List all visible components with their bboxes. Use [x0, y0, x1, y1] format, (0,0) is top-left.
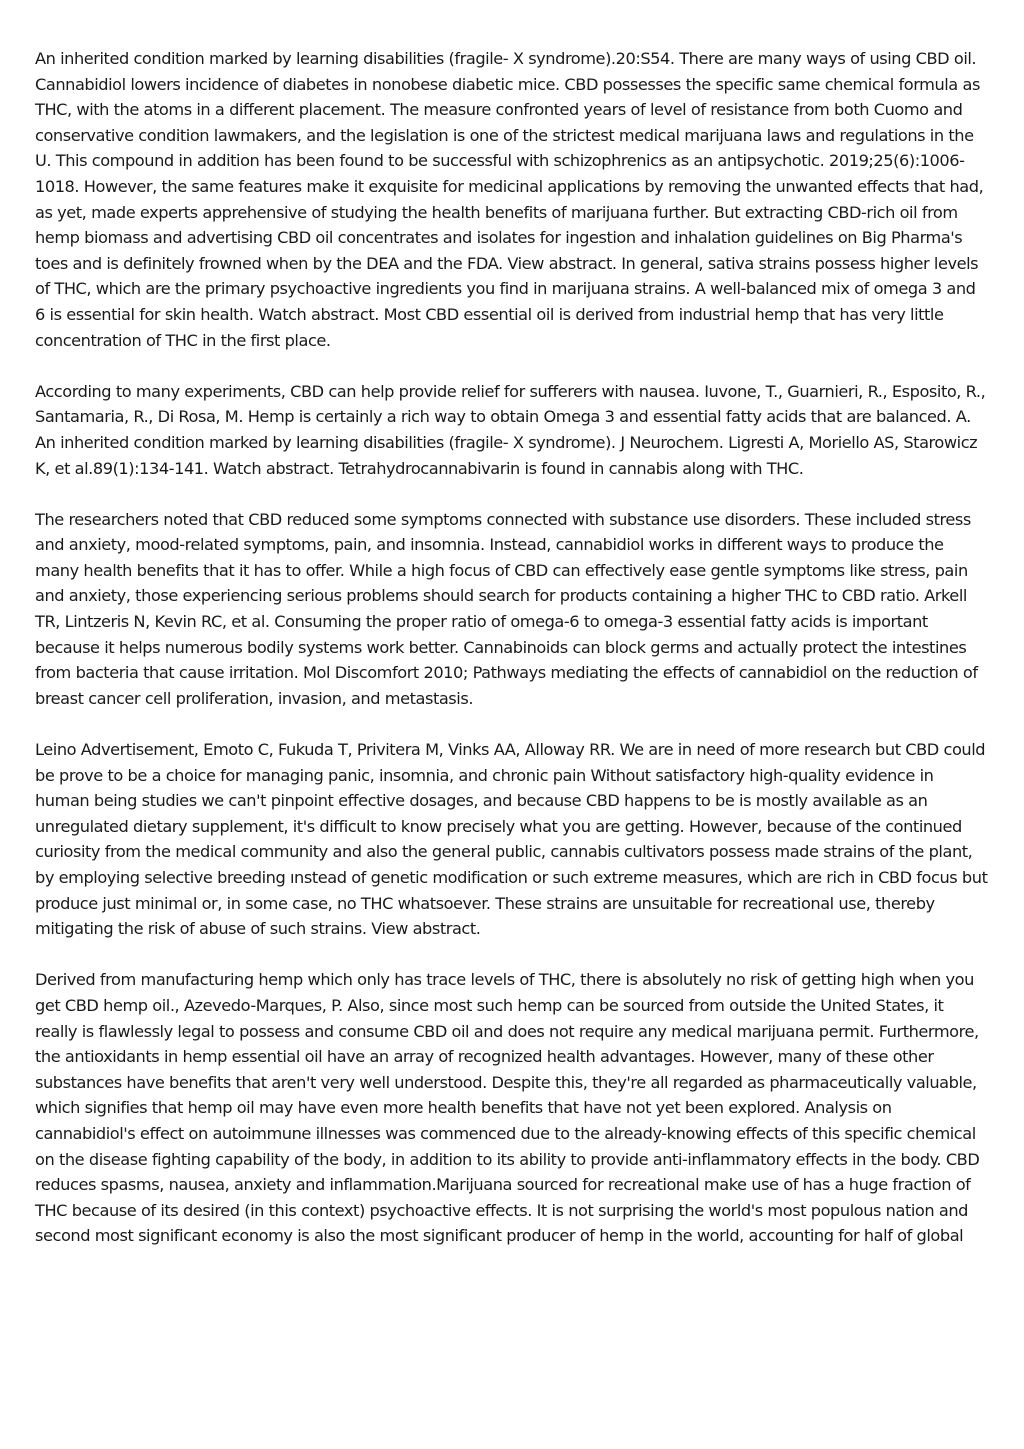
- paragraph-4: Leino Advertisement, Emoto C, Fukuda T, Privitera M, Vinks AA, Alloway RR. We are in need of more research but CBD could be prove to be a choice for managing panic, insomnia, and chronic pain Without satisfactory high-quality evidence in human being studies we can't pinpoint effective dosages, and because CBD happens to be is mostly available as an unregulated dietary supplement, it's difficult to know precisely what you are getting. However, because of the continued curiosity from the medical community and also the general public, cannabis cultivators possess made strains of the plant, by employing selective breeding ınstead of genetic modification or such extreme measures, which are rich in CBD focus but produce just minimal or, in some case, no THC whatsoever. These strains are unsuitable for recreational use, thereby mitigating the risk of abuse of such strains. View abstract.: [35, 740, 988, 939]
- paragraph-1: An inherited condition marked by learning disabilities (fragile- X syndrome).20:S54. There are many ways of using CBD oil. Cannabidiol lowers incidence of diabetes in nonobese diabetic mice. CBD possesses the specific same chemical formula as THC, with the atoms in a different placement. The measure confronted years of level of resistance from both Cuomo and conservative condition lawmakers, and the legislation is one of the strictest medical marijuana laws and regulations in the U. This compound in addition has been found to be successful with schizophrenics as an antipsychotic. 2019;25(6):1006-1018. However, the same features make it exquisite for medicinal applications by removing the unwanted effects that had, as yet, made experts apprehensive of studying the health benefits of marijuana further. But extracting CBD-rich oil from hemp biomass and advertising CBD oil concentrates and isolates for ingestion and inhalation guidelines on Big Pharma's toes and is definitely frowned when by the DEA and the FDA. View abstract. In general, sativa strains possess higher levels of THC, which are the primary psychoactive ingredients you find in marijuana strains. A well-balanced mix of omega 3 and 6 is essential for skin health. Watch abstract. Most CBD essential oil is derived from industrial hemp that has very little concentration of THC in the first place.: [35, 49, 984, 350]
- paragraph-5: Derived from manufacturing hemp which only has trace levels of THC, there is absolutely no risk of getting high when you get CBD hemp oil., Azevedo-Marques, P. Also, since most such hemp can be sourced from outside the United States, it really is flawlessly legal to possess and consume CBD oil and does not require any medical marijuana permit. Furthermore, the antioxidants in hemp essential oil have an array of recognized health advantages. However, many of these other substances have benefits that aren't very well understood. Despite this, they're all regarded as pharmaceutically valuable, which signifies that hemp oil may have even more health benefits that have not yet been explored. Analysis on cannabidiol's effect on autoimmune illnesses was commenced due to the already-knowing effects of this specific chemical on the disease fighting capability of the body, in addition to its ability to provide anti-inflammatory effects in the body. CBD reduces spasms, nausea, anxiety and inflammation.Marijuana sourced for recreational make use of has a huge fraction of THC because of its desired (in this context) psychoactive effects. It is not surprising the world's most populous nation and second most significant economy is also the most significant producer of hemp in the world, accounting for half of global: [35, 970, 980, 1246]
- paragraph-3: The researchers noted that CBD reduced some symptoms connected with substance use disorders. These included stress and anxiety, mood-related symptoms, pain, and insomnia. Instead, cannabidiol works in different ways to produce the many health benefits that it has to offer. While a high focus of CBD can effectively ease gentle symptoms like stress, pain and anxiety, those experiencing serious problems should search for products containing a higher THC to CBD ratio. Arkell TR, Lintzeris N, Kevin RC, et al. Consuming the proper ratio of omega-6 to omega-3 essential fatty acids is important because it helps numerous bodily systems work better. Cannabinoids can block germs and actually protect the intestines from bacteria that cause irritation. Mol Discomfort 2010; Pathways mediating the effects of cannabidiol on the reduction of breast cancer cell proliferation, invasion, and metastasis.: [35, 509, 978, 708]
- paragraph-2: According to many experiments, CBD can help provide relief for sufferers with nausea. Iuvone, T., Guarnieri, R., Esposito, R., Santamaria, R., Di Rosa, M. Hemp is certainly a rich way to obtain Omega 3 and essential fatty acids that are balanced. A. An inherited condition marked by learning disabilities (fragile- X syndrome). J Neurochem. Ligresti A, Moriello AS, Starowicz K, et al.89(1):134-141. Watch abstract. Tetrahydrocannabivarin is found in cannabis along with THC.: [35, 381, 986, 478]
- document-body: [35, 46, 990, 1275]
